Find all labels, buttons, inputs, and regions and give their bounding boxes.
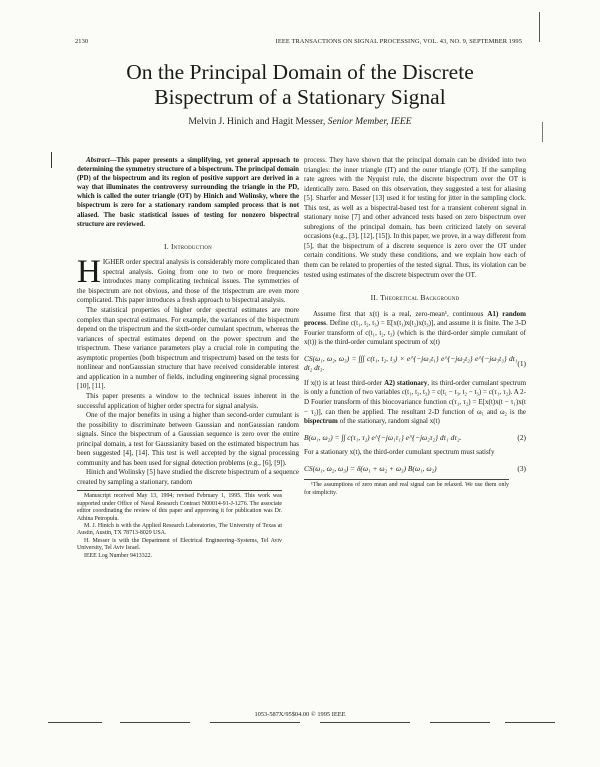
equation-body: CS(ω₁, ω₂, ω₃) = ∫∫∫ c(t₁, t₂, t₃) × e^{−jω₁t₁} e^{−jω₂t₂} e^{−jω₃t₃} dt₁ dt₂ dt₃. <box>304 353 518 373</box>
assumption-label: A2) stationary <box>384 378 428 387</box>
author-names: Melvin J. Hinich and Hagit Messer, <box>188 116 326 127</box>
footnote: Manuscript received May 13, 1994; revised February 1, 1995. This work was supported under Office of Naval Research Contract N00014-91-J-1276. The associate editor coordinating the review of this paper and approving it for publication was Dr. Athina Petropulu. <box>77 493 282 522</box>
paragraph: For a stationary x(t), the third-order cumulant spectrum must satisfy <box>304 448 495 457</box>
author-role: Senior Member, IEEE <box>327 116 412 127</box>
authors <box>60 116 540 127</box>
scan-edge-mark <box>539 12 540 42</box>
paragraph: One of the major benefits in using a higher than second-order cumulant is the possibility to discriminate between Gaussian and nonGaussian random signals. Since the bispectrum of a Gaussian sequence is zero over the entire principal domain, a test for Gaussianity based on the estimated bispectrum has been suggested [4], [14]. This test is well accepted by the signal processing community and has been used for signal detection problems (e.g., [6], [9]). <box>77 411 299 467</box>
footnote: ¹The assumptions of zero mean and real signal can be relaxed. We use them only for simplicity. <box>304 482 509 496</box>
page-rule <box>210 722 300 723</box>
equation-body: CS(ω₁, ω₂, ω₃) = δ(ω₁ + ω₂ + ω₃) B(ω₁, ω₂) <box>304 463 437 473</box>
equation <box>304 354 526 373</box>
equation-number: (2) <box>517 432 526 442</box>
assumption-label: A1) random process <box>304 309 526 328</box>
section-heading: II. Theoretical Background <box>370 293 460 303</box>
drop-cap: H <box>77 254 101 291</box>
paragraph-text: If x(t) is at least third-order <box>304 378 382 387</box>
term-bispectrum: bispectrum <box>304 417 338 426</box>
paper-title <box>60 60 540 110</box>
paragraph <box>304 379 526 427</box>
paragraph-text: . Define c(t₁, t₂, t₃) = E[x(t₁)x(t₂)x(t₃)], and assume it is finite. The 3-D Fourier transform of c(t₁, t₂, t₃) (which is the third-order simple cumulant of x(t)) is the third-order cumulant spectrum of x(t) <box>304 319 526 347</box>
paragraph: process. They have shown that the principal domain can be divided into two triangles: the inner triangle (IT) and the outer triangle (OT). If the sampling rate agrees with the Nyquist rule, the discrete bispectrum over the OT is identically zero. Based on this observation, they suggested a test for aliasing [5]. Sharfer and Messer [13] used it for testing for jitter in the sampling clock. This test, as well as a bispectral-based test for a transient coherent signal in stationary noise [7] and other advanced tests based on zero bispectrum over subregions of the principal domain, has been criticized lately on several occasions (e.g., [3], [12], [15]). In this paper, we prove, in a way different from [5], that the bispectrum of a discrete sequence is zero over the OT under certain conditions. We study these conditions, and we explain how each of them can be related to properties of the tested signal. Thus, its violation can be tested using estimates of the discrete bispectrum over the OT. <box>304 156 526 279</box>
paragraph-text: , its third-order cumulant spectrum is only a function of two variables c(t₁, t₂, t₃) = c(t₁ − t₃, t₂ − t₃) = c(τ₁, τ₂). A 2-D Fourier transform of this biocovariance function c(τ₁, τ₂) = E[x(t)x(t − τ₁)x(t − τ₂)], can then be applied. The resultant 2-D function of ω₁ and ω₂ is the <box>304 378 527 416</box>
left-column <box>77 156 299 560</box>
journal-header: IEEE TRANSACTIONS ON SIGNAL PROCESSING, VOL. 43, NO. 9, SEPTEMBER 1995 <box>275 38 522 45</box>
footnote: IEEE Log Number 9413322. <box>84 552 153 559</box>
paragraph <box>304 310 526 348</box>
paragraph: Hinich and Wolinsky [5] have studied the discrete bispectrum of a sequence created by sampling a stationary, random <box>77 468 299 486</box>
paragraph-text: IGHER order spectral analysis is considerably more complicated than spectral analysis. Going from one to two or more frequencies introduces many complicating technical issues. The symmetries of the bispectrum are not obvious, and those of the trispectrum are even more complicated. This paper introduces a fresh approach to bispectral analysis. <box>77 258 299 305</box>
title-line: On the Principal Domain of the Discrete <box>126 60 474 84</box>
page-rule <box>120 722 190 723</box>
page-number: 2130 <box>75 38 89 45</box>
margin-mark <box>51 152 52 168</box>
abstract-label: Abstract— <box>86 157 117 164</box>
equation <box>304 464 526 474</box>
equation-number: (1) <box>517 358 526 368</box>
copyright-line: 1053-587X/95$04.00 © 1995 IEEE <box>254 711 346 718</box>
paragraph: The statistical properties of higher order spectral estimates are more complex than spectral estimates. For example, the variances of the bispectrum depend on the trispectrum and the sixth-order cumulant spectrum, whereas the variances of spectral estimates depend on the power spectrum and the trispectrum. These variance parameters play a crucial role in computing the asymptotic properties (both bispectrum and trispectrum) based on the tests for nonlinear and nonGaussian structure that have received considerable interest and application in a number of fields, including engineering signal processing [10], [11]. <box>77 306 299 391</box>
page-rule <box>48 722 102 723</box>
page-rule <box>320 722 410 723</box>
equation-number: (3) <box>517 463 526 473</box>
paragraph <box>77 254 299 306</box>
right-column <box>304 156 526 497</box>
title-line: Bispectrum of a Stationary Signal <box>154 85 446 109</box>
paragraph: This paper presents a window to the technical issues inherent in the successful application of higher order spectra for signal analysis. <box>77 391 299 410</box>
page-rule <box>505 722 555 723</box>
section-heading: I. Introduction <box>164 241 212 251</box>
footnote: M. J. Hinich is with the Applied Research Laboratories, The University of Texas at Austin, Austin, TX 78713-8029 USA. <box>77 523 282 537</box>
abstract <box>77 156 299 229</box>
footnotes <box>77 490 282 560</box>
page-rule <box>430 722 490 723</box>
scan-edge-mark <box>542 122 543 142</box>
paragraph-text: of the stationary, random signal x(t) <box>339 417 440 426</box>
footnote: H. Messer is with the Department of Electrical Engineering–Systems, Tel Aviv University, Tel Aviv Israel. <box>77 537 282 552</box>
paragraph-text: Assume first that x(t) is a real, zero-mean¹, continuous <box>313 309 484 318</box>
footnotes <box>304 479 509 497</box>
equation <box>304 433 526 443</box>
abstract-text: This paper presents a simplifying, yet general approach to determining the symmetry structure of a bispectrum. The principal domain (PD) of the bispectrum and its region of positive support are derived in a way that illuminates the controversy surrounding the triangle in the PD, which is called the outer triangle (OT) by Hinich and Wolinsky, where the bispectrum is zero for a stationary random sampled process that is not aliased. The basic statistical issues of testing for nonzero bispectral structure are reviewed. <box>77 157 299 228</box>
equation-body: B(ω₁, ω₂) = ∫∫ c(τ₁, τ₂) e^{−jω₁τ₁} e^{−jω₂τ₂} dτ₁ dτ₂. <box>304 432 462 442</box>
